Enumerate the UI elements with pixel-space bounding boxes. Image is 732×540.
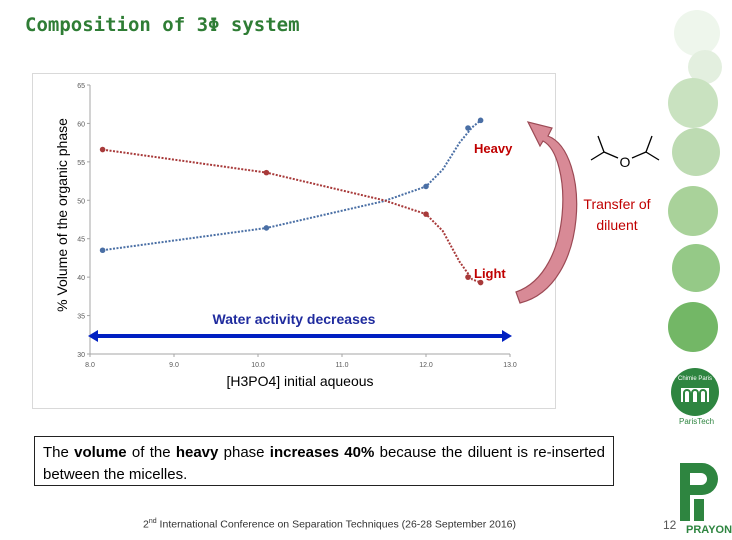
heavy-label: Heavy xyxy=(474,141,513,156)
note-bold-3: increases 40% xyxy=(269,444,375,461)
chimie-logo-text: Chimie Paris xyxy=(677,376,712,382)
footer-sup: nd xyxy=(148,518,157,525)
water-activity-arrow-head-right xyxy=(502,330,512,342)
note-text-4: because the diluent is re-inserted between the micelles. xyxy=(43,444,605,483)
x-tick-label-0: 8.0 xyxy=(85,362,95,369)
note-bold-1: volume xyxy=(74,444,127,461)
y-tick-label-4: 50 xyxy=(77,198,85,206)
note-bold-2: heavy xyxy=(175,444,219,461)
footer-prefix: 2 xyxy=(143,518,149,531)
x-tick-label-5: 13.0 xyxy=(503,362,517,369)
data-point-heavy-2 xyxy=(423,184,429,190)
molecule-oxygen-label: O xyxy=(619,154,631,170)
x-tick-label-1: 9.0 xyxy=(169,362,179,369)
data-point-light-1 xyxy=(264,170,270,176)
data-point-heavy-1 xyxy=(264,225,270,231)
y-tick-label-2: 40 xyxy=(77,275,85,283)
footer-rest: International Conference on Separation Techniques (26-28 September 2016) xyxy=(156,518,517,531)
series-line-light xyxy=(103,150,481,283)
data-point-light-0 xyxy=(100,147,106,153)
data-point-heavy-4 xyxy=(478,118,484,124)
y-tick-label-3: 45 xyxy=(77,236,85,244)
molecule-bond-right xyxy=(632,152,646,158)
y-tick-label-1: 35 xyxy=(77,313,85,321)
y-axis-label: % Volume of the organic phase xyxy=(54,118,70,312)
molecule-right-branch xyxy=(646,136,659,160)
water-activity-label: Water activity decreases xyxy=(212,311,376,327)
data-point-heavy-3 xyxy=(465,125,471,131)
chimie-paristech-logo xyxy=(671,368,719,416)
note-text-3: phase xyxy=(218,444,270,461)
transfer-curved-arrow xyxy=(516,122,577,303)
y-tick-label-6: 60 xyxy=(77,121,85,129)
footer-text xyxy=(143,518,516,531)
y-tick-label-7: 65 xyxy=(77,83,85,90)
slide-title: Composition of 3Φ system xyxy=(25,14,300,36)
molecule-bond-left xyxy=(604,152,618,158)
x-tick-label-2: 10.0 xyxy=(251,362,265,369)
y-tick-label-0: 30 xyxy=(77,352,85,359)
data-point-light-3 xyxy=(465,274,471,280)
chimie-logo-subtext: ParisTech xyxy=(679,417,715,426)
y-tick-label-5: 55 xyxy=(77,159,85,167)
transfer-label xyxy=(583,196,650,233)
data-point-heavy-0 xyxy=(100,247,106,253)
x-axis-label: [H3PO4] initial aqueous xyxy=(226,373,374,389)
molecule-left-branch xyxy=(591,136,604,160)
note-text-2: of the xyxy=(126,444,176,461)
x-tick-label-3: 11.0 xyxy=(335,362,349,369)
note-box xyxy=(34,436,614,486)
chimie-logo-mark xyxy=(671,368,719,416)
prayon-logo-icon xyxy=(672,455,722,525)
data-point-light-2 xyxy=(423,211,429,217)
page-number: 12 xyxy=(663,518,677,532)
prayon-logo-text: PRAYON xyxy=(686,524,732,536)
transfer-label-line1: Transfer of xyxy=(583,196,651,212)
x-tick-label-4: 12.0 xyxy=(419,362,433,369)
light-label: Light xyxy=(474,266,506,281)
note-text-1: The xyxy=(43,444,75,461)
transfer-label-line2: diluent xyxy=(596,217,638,233)
